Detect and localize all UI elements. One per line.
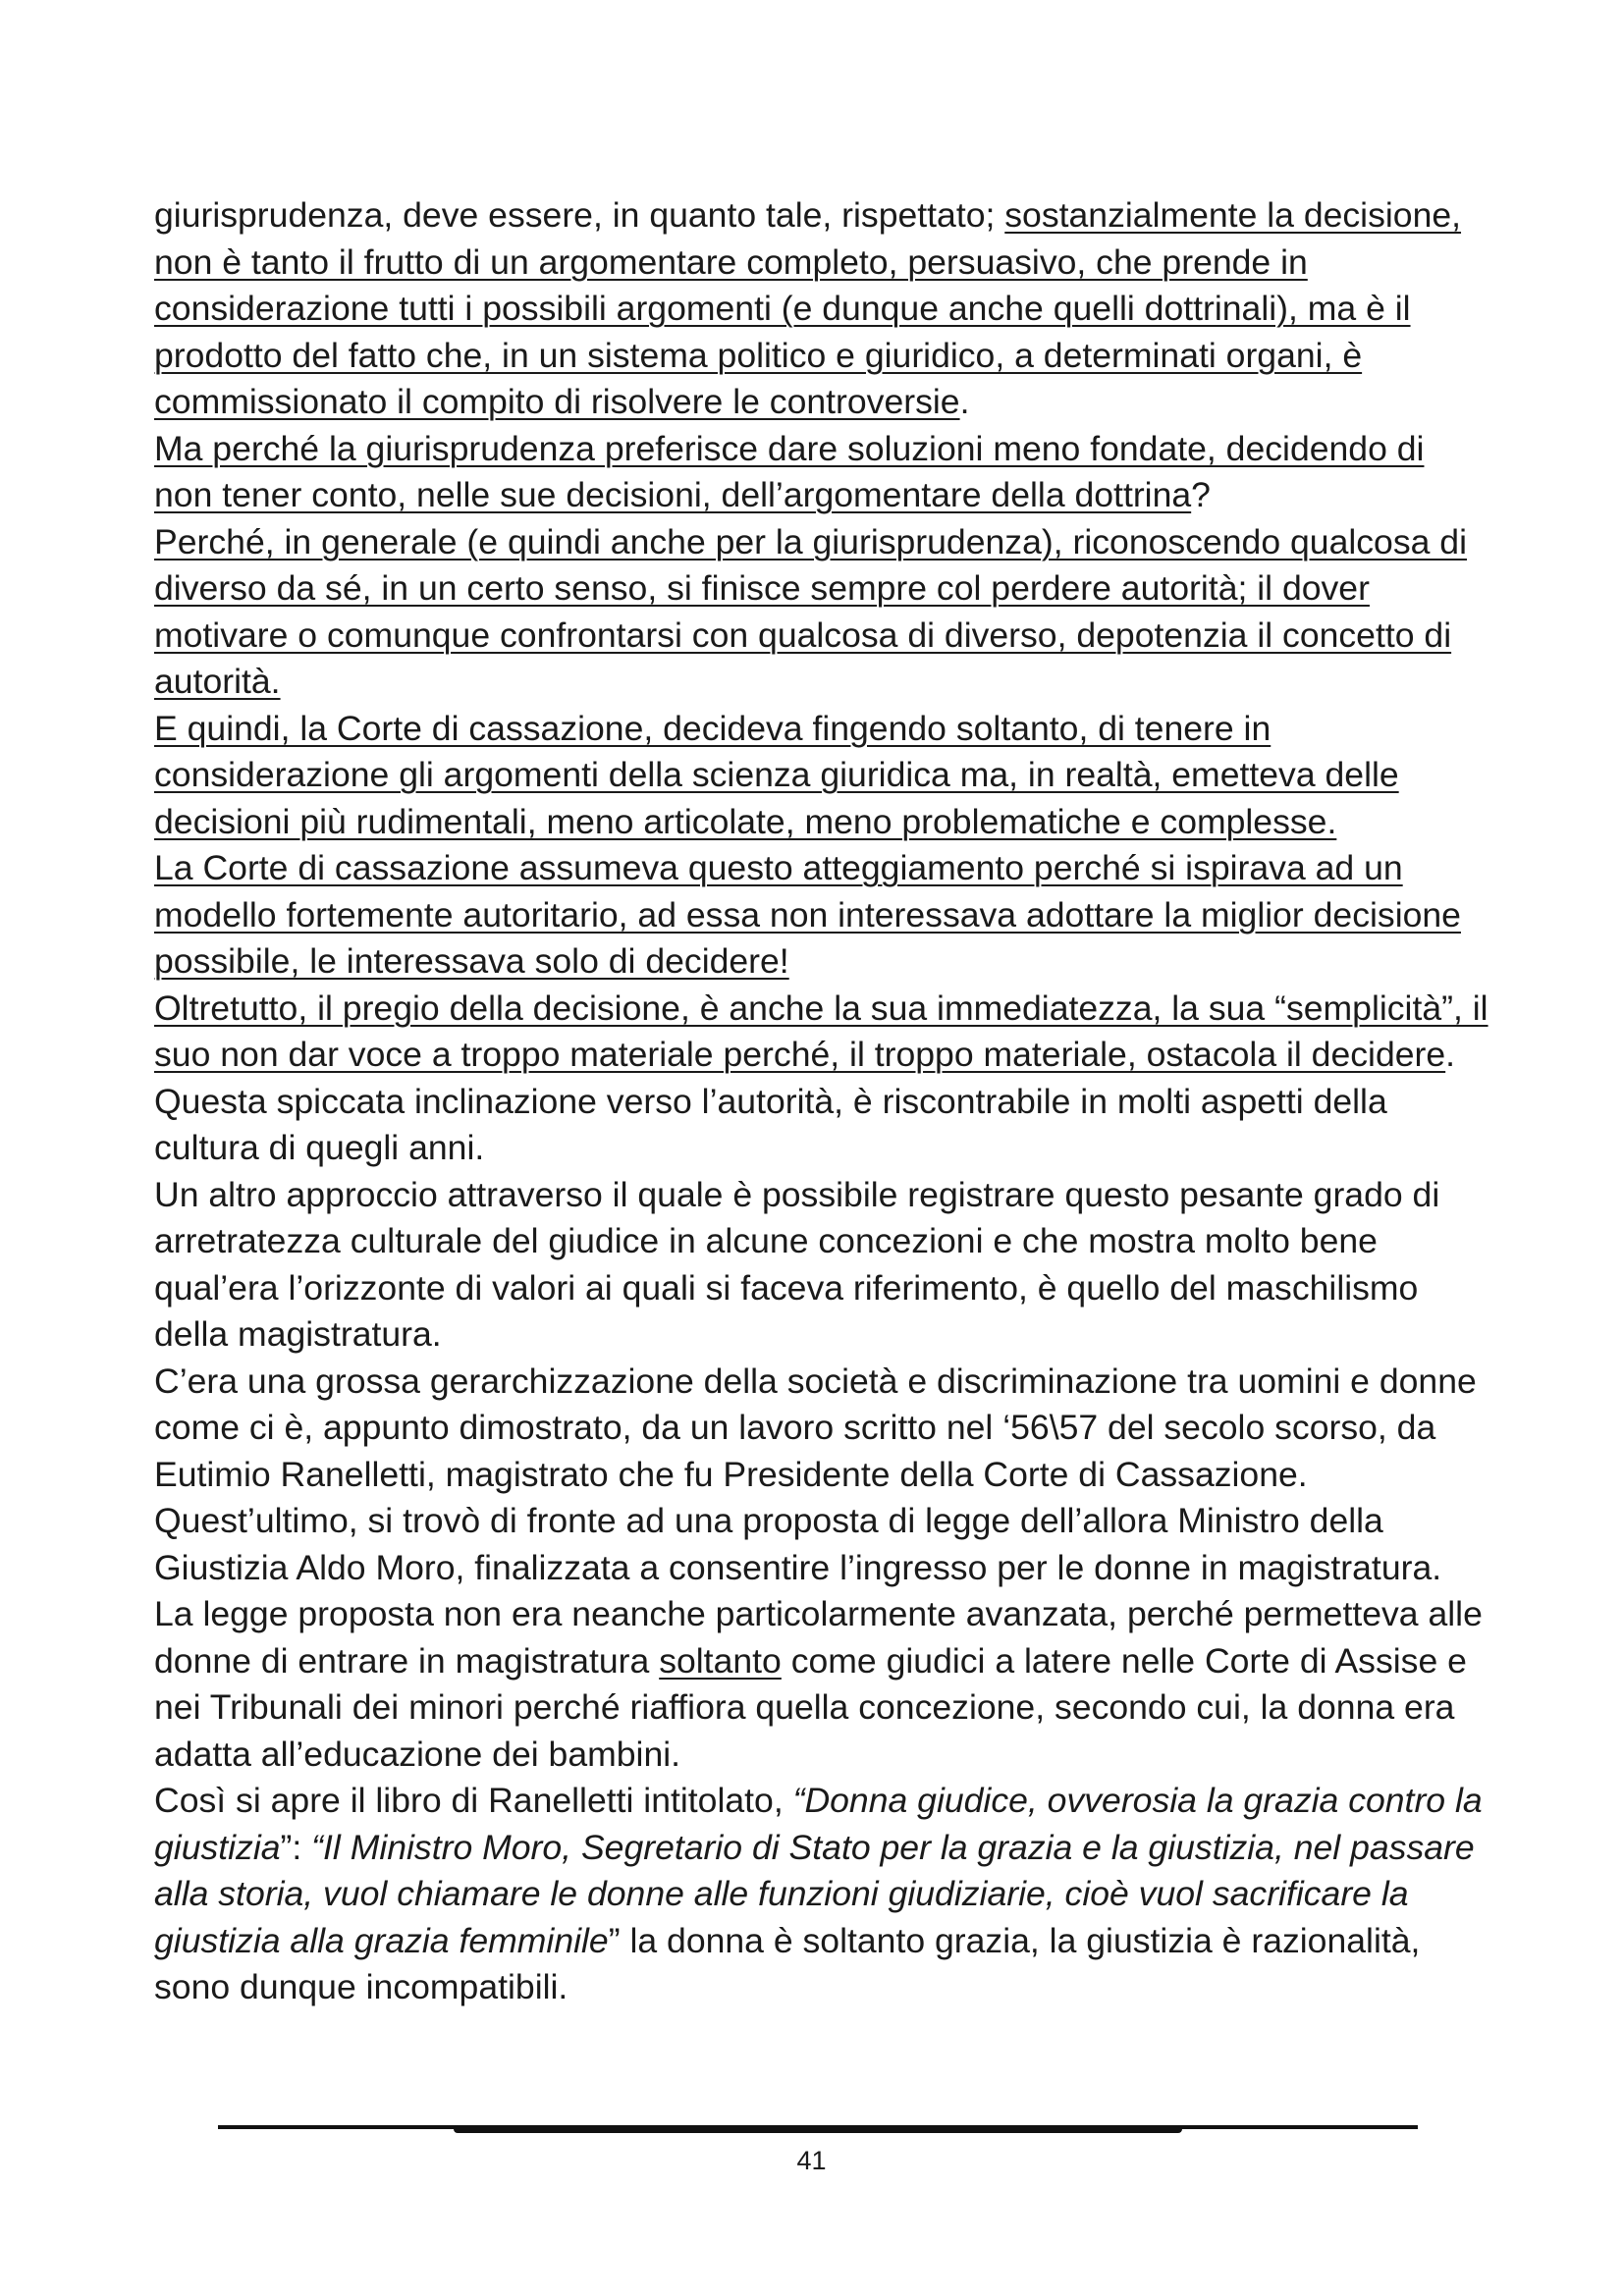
underlined-text: sostanzialmente la decisione, non è tanto il frutto di un argomentare completo, persuasivo, che prende in considerazione tutti i possibili argomenti (e dunque anche quelli dottrinali), ma è il prodotto del fatto che, in un sistema politico e giuridico, a determinati organi, è commissionato il compito di risolvere le controversie: [154, 195, 1462, 421]
page-number: 41: [796, 2146, 827, 2175]
text-segment: .: [1445, 1035, 1456, 1074]
text-segment: giurisprudenza, deve essere, in quanto tale, rispettato;: [154, 195, 1005, 235]
paragraph: [154, 1591, 1489, 1778]
text-segment: ”:: [280, 1827, 312, 1867]
text-segment: Questa spiccata inclinazione verso l’autorità, è riscontrabile in molti aspetti della cultura di quegli anni.: [154, 1081, 1387, 1167]
underlined-text: La Corte di cassazione assumeva questo atteggiamento perché si ispirava ad un modello fortemente autoritario, ad essa non interessava adottare la miglior decisione possibile, le interessava solo di decidere!: [154, 848, 1461, 981]
text-segment: .: [959, 382, 970, 421]
underlined-text: soltanto: [659, 1640, 782, 1681]
paragraph: [154, 1778, 1489, 2011]
italic-quote: “Donna giudice, ovverosia la grazia contro la giustizia: [154, 1781, 1483, 1867]
paragraph: [154, 706, 1489, 846]
footer-divider: [218, 2125, 1418, 2129]
underlined-text: Perché, in generale (e quindi anche per la giurisprudenza), riconoscendo qualcosa di diverso da sé, in un certo senso, si finisce sempre col perdere autorità; il dover motivare o comunque confrontarsi con qualcosa di diverso, depotenzia il concetto di autorità.: [154, 521, 1467, 701]
text-segment: come giudici a latere nelle Corte di Assise e nei Tribunali dei minori perché riaffiora quella concezione, secondo cui, la donna era adatta all’educazione dei bambini.: [154, 1640, 1467, 1774]
paragraph: [154, 1359, 1489, 1499]
paragraph: [154, 1079, 1489, 1172]
text-segment: Quest’ultimo, si trovò di fronte ad una proposta di legge dell’allora Ministro della Giustizia Aldo Moro, finalizzata a consentire l’ingresso per le donne in magistratura.: [154, 1501, 1442, 1587]
paragraph: [154, 519, 1489, 706]
paragraph: [154, 192, 1489, 426]
underlined-text: E quindi, la Corte di cassazione, decideva fingendo soltanto, di tenere in considerazione gli argomenti della scienza giuridica ma, in realtà, emetteva delle decisioni più rudimentali, meno articolate, meno problematiche e complesse.: [154, 708, 1399, 841]
text-segment: Un altro approccio attraverso il quale è possibile registrare questo pesante grado di arretratezza culturale del giudice in alcune concezioni e che mostra molto bene qual’era l’orizzonte di valori ai quali si faceva riferimento, è quello del maschilismo della magistratura.: [154, 1174, 1440, 1354]
text-segment: La legge proposta non era neanche particolarmente avanzata, perché permetteva alle donne di entrare in magistratura: [154, 1594, 1483, 1681]
underlined-text: Ma perché la giurisprudenza preferisce dare soluzioni meno fondate, decidendo di non tener conto, nelle sue decisioni, dell’argomentare della dottrina: [154, 428, 1425, 514]
paragraph: [154, 1498, 1489, 1591]
text-segment: Così si apre il libro di Ranelletti intitolato,: [154, 1781, 793, 1820]
italic-quote: “Il Ministro Moro, Segretario di Stato per la grazia e la giustizia, nel passare alla storia, vuol chiamare le donne alle funzioni giudiziarie, cioè vuol sacrificare la giustizia alla grazia femminile: [154, 1827, 1475, 1960]
text-segment: ?: [1191, 475, 1211, 514]
text-segment: C’era una grossa gerarchizzazione della società e discriminazione tra uomini e donne come ci è, appunto dimostrato, da un lavoro scritto nel ‘56\57 del secolo scorso, da Eutimio Ranelletti, magistrato che fu Presidente della Corte di Cassazione.: [154, 1361, 1477, 1494]
paragraph: [154, 426, 1489, 519]
page-body: [154, 192, 1489, 2011]
text-segment: ” la donna è soltanto grazia, la giustizia è razionalità, sono dunque incompatibili.: [154, 1920, 1421, 2006]
paragraph: [154, 986, 1489, 1079]
paragraph: [154, 845, 1489, 986]
underlined-text: Oltretutto, il pregio della decisione, è anche la sua immediatezza, la sua “semplicità”, il suo non dar voce a troppo materiale perché, il troppo materiale, ostacola il decidere: [154, 988, 1488, 1074]
paragraph: [154, 1172, 1489, 1359]
